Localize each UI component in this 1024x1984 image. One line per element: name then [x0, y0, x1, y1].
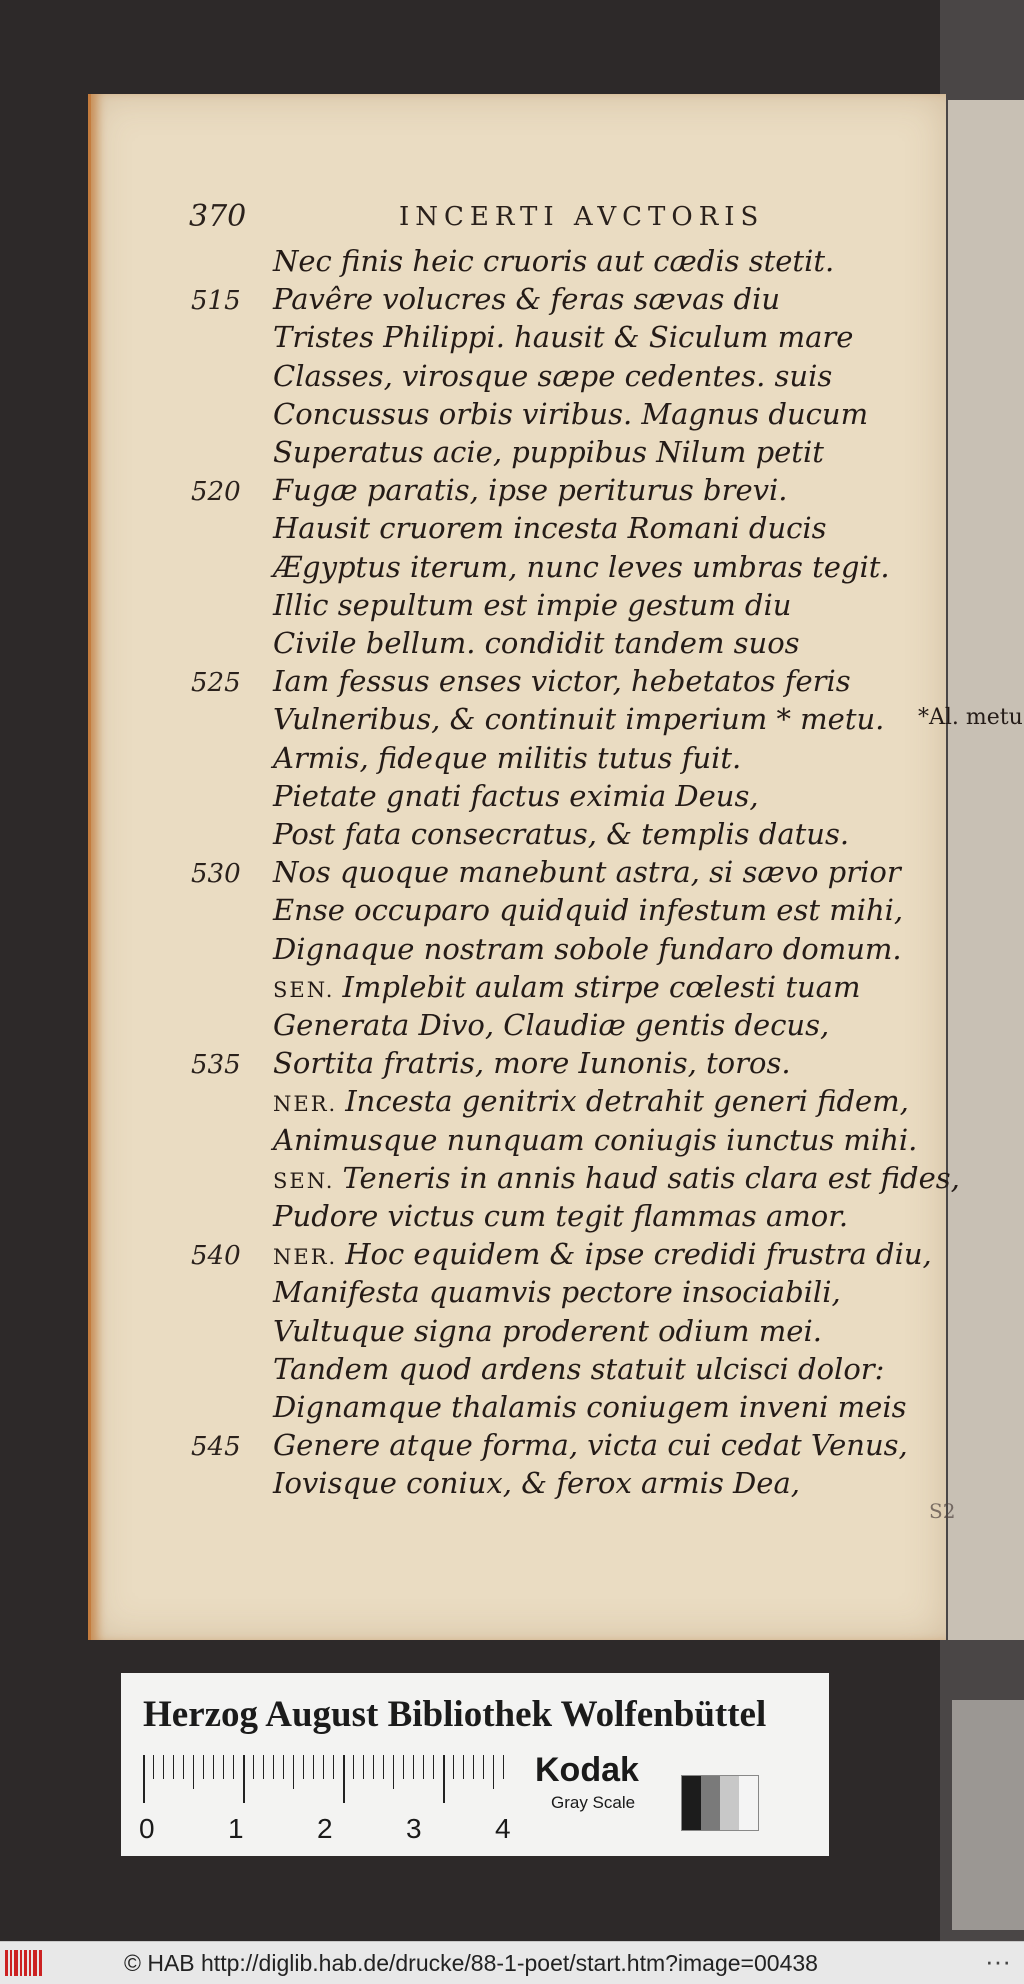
- verse-line: [91, 1123, 946, 1161]
- ruler-tick: [323, 1755, 324, 1779]
- verse-line: [91, 1428, 946, 1466]
- verse-line: [91, 550, 946, 588]
- ruler-tick: [443, 1755, 445, 1803]
- verse-line: [91, 626, 946, 664]
- verse-text: Pietate gnati factus eximia Deus,: [273, 778, 759, 813]
- verse-line: [91, 282, 946, 320]
- speaker-label: NER.: [273, 1092, 338, 1117]
- speaker-label: SEN.: [273, 977, 335, 1002]
- verse-text: Nec finis heic cruoris aut cædis stetit.: [273, 244, 835, 278]
- verse-text: Pavêre volucres & feras sævas diu: [273, 282, 781, 317]
- verse-text: Pudore victus cum tegit flammas amor.: [273, 1199, 849, 1233]
- verse-text: Illic sepultum est impie gestum diu: [273, 587, 792, 622]
- ruler-tick: [283, 1755, 284, 1779]
- ruler-number: 3: [406, 1813, 422, 1844]
- ruler-tick: [253, 1755, 254, 1779]
- facing-card-ghost: [952, 1700, 1024, 1930]
- line-number: 515: [191, 286, 241, 317]
- verse-text: Hausit cruorem incesta Romani ducis: [273, 511, 827, 546]
- ruler-tick: [353, 1755, 354, 1779]
- speaker-label: SEN.: [273, 1168, 335, 1193]
- verse-text: Concussus orbis viribus. Magnus ducum: [273, 396, 869, 431]
- line-number: 520: [191, 477, 241, 508]
- verse-text: Armis, fideque militis tutus fuit.: [273, 740, 742, 775]
- ruler-tick: [373, 1755, 374, 1779]
- verse-text: Genere atque forma, victa cui cedat Venus,: [273, 1428, 908, 1463]
- verse-line: [91, 741, 946, 779]
- verse-line: [91, 817, 946, 855]
- verse-text: SEN. Implebit aulam stirpe cœlesti tuam: [273, 969, 861, 1004]
- verse-line: [91, 664, 946, 702]
- running-head: INCERTI AVCTORIS: [399, 202, 765, 232]
- line-number: 540: [191, 1241, 241, 1272]
- verse-line: [91, 1008, 946, 1046]
- verse-line: [91, 473, 946, 511]
- catchword: S2: [929, 1499, 956, 1523]
- margin-note: *Al. metu: [918, 705, 1023, 731]
- verse-line: [91, 511, 946, 549]
- ruler-tick: [493, 1755, 494, 1789]
- verse-text: Vultuque signa proderent odium mei.: [273, 1313, 822, 1348]
- ruler-tick: [173, 1755, 174, 1779]
- ruler-number: 4: [495, 1813, 511, 1844]
- more-menu-icon[interactable]: ···: [985, 1946, 1011, 1976]
- verse-text: Manifesta quamvis pectore insociabili,: [273, 1275, 841, 1310]
- page-header: [189, 199, 889, 239]
- ruler-tick: [163, 1755, 164, 1779]
- verse-line: [91, 1084, 946, 1122]
- ruler-number: 0: [139, 1813, 155, 1844]
- ruler-tick: [433, 1755, 434, 1779]
- verse-text: NER. Hoc equidem & ipse credidi frustra diu,: [273, 1237, 932, 1272]
- barcode-icon: [4, 1948, 44, 1978]
- verse-text: Dignamque thalamis coniugem inveni meis: [273, 1390, 907, 1424]
- verse-line: [91, 932, 946, 970]
- ruler-tick: [273, 1755, 274, 1779]
- ruler-numbers: [139, 1813, 519, 1843]
- ruler-tick: [403, 1755, 404, 1779]
- ruler-tick: [183, 1755, 184, 1779]
- ruler-tick: [453, 1755, 454, 1779]
- ruler-tick: [313, 1755, 314, 1779]
- library-title: Herzog August Bibliothek Wolfenbüttel: [143, 1694, 767, 1735]
- ruler-tick: [393, 1755, 394, 1789]
- verse-line: [91, 1046, 946, 1084]
- verse-text: Dignaque nostram sobole fundaro domum.: [273, 931, 902, 966]
- ruler-tick: [233, 1755, 234, 1779]
- ruler-number: 1: [228, 1813, 244, 1844]
- line-number: 535: [191, 1050, 241, 1081]
- verse-line: [91, 244, 946, 282]
- line-number: 530: [191, 859, 241, 890]
- verse-line: [91, 1237, 946, 1275]
- verse-text: Tristes Philippi. hausit & Siculum mare: [273, 320, 854, 355]
- verse-line: [91, 1314, 946, 1352]
- verse-text: Animusque nunquam coniugis iunctus mihi.: [273, 1122, 918, 1157]
- ruler-tick: [343, 1755, 345, 1803]
- verse-line: [91, 970, 946, 1008]
- verse-line: [91, 1199, 946, 1237]
- verse-text: Iovisque coniux, & ferox armis Dea,: [273, 1466, 800, 1501]
- verse-line: [91, 1466, 946, 1504]
- source-url-text[interactable]: © HAB http://diglib.hab.de/drucke/88-1-poet/start.htm?image=00438: [124, 1950, 818, 1976]
- ruler-tick: [223, 1755, 224, 1779]
- verse-text: Superatus acie, puppibus Nilum petit: [273, 435, 824, 469]
- line-number: 525: [191, 668, 241, 699]
- verse-line: [91, 1275, 946, 1313]
- ruler-tick: [153, 1755, 154, 1779]
- verse-line: [91, 893, 946, 931]
- facing-page-ghost: [948, 100, 1024, 1640]
- verse-text: Classes, virosque sæpe cedentes. suis: [273, 358, 833, 393]
- verse-line: [91, 702, 1023, 740]
- verse-text: Iam fessus enses victor, hebetatos feris: [273, 664, 851, 699]
- next-page-edge: [940, 0, 1024, 1941]
- color-scale-card: [121, 1673, 829, 1856]
- verse-text: Post fata consecratus, & templis datus.: [273, 817, 850, 851]
- book-page: [88, 94, 1023, 1640]
- page-number: 370: [189, 199, 247, 234]
- ruler-tick: [423, 1755, 424, 1779]
- ruler-tick: [363, 1755, 364, 1779]
- verse-line: [91, 588, 946, 626]
- verse-line: [91, 359, 946, 397]
- brand-subtitle: Gray Scale: [551, 1793, 636, 1812]
- verse-text: Sortita fratris, more Iunonis, toros.: [273, 1046, 791, 1081]
- ruler-tick: [213, 1755, 214, 1779]
- ruler-tick: [503, 1755, 504, 1779]
- ruler-tick: [143, 1755, 145, 1803]
- ruler-tick: [333, 1755, 334, 1779]
- ruler-tick: [413, 1755, 414, 1779]
- ruler-tick: [203, 1755, 204, 1779]
- ruler-ticks: [143, 1755, 503, 1803]
- ruler-number: 2: [317, 1813, 333, 1844]
- verse-line: [91, 320, 946, 358]
- verse-text: Ense occuparo quidquid infestum est mihi,: [273, 893, 904, 928]
- verse-line: [91, 1160, 960, 1199]
- ruler-tick: [293, 1755, 294, 1789]
- verse-line: [91, 779, 946, 817]
- ruler-tick: [483, 1755, 484, 1779]
- verse-line: [91, 1352, 946, 1390]
- viewer-footer: [0, 1941, 1024, 1984]
- line-number: 545: [191, 1432, 241, 1463]
- speaker-label: NER.: [273, 1245, 338, 1270]
- verse-text: Tandem quod ardens statuit ulcisci dolor:: [273, 1351, 885, 1386]
- ruler-tick: [383, 1755, 384, 1779]
- verse-line: [91, 397, 946, 435]
- brand-logo: Kodak: [535, 1751, 639, 1789]
- ruler-tick: [463, 1755, 464, 1779]
- verse-text: SEN. Teneris in annis haud satis clara est fides,: [273, 1160, 960, 1195]
- ruler-tick: [243, 1755, 245, 1803]
- ruler-tick: [263, 1755, 264, 1779]
- verse-text: Fugæ paratis, ipse periturus brevi.: [273, 473, 788, 508]
- verse-text: NER. Incesta genitrix detrahit generi fidem,: [273, 1084, 909, 1119]
- verse-line: [91, 855, 946, 893]
- verse-text: Ægyptus iterum, nunc leves umbras tegit.: [273, 549, 890, 584]
- gray-swatch: [681, 1775, 759, 1831]
- verse-text: Civile bellum. condidit tandem suos: [273, 626, 800, 660]
- verse-line: [91, 1390, 946, 1428]
- ruler-tick: [473, 1755, 474, 1779]
- verse-text: Generata Divo, Claudiæ gentis decus,: [273, 1008, 830, 1042]
- verse-line: [91, 435, 946, 473]
- ruler-tick: [303, 1755, 304, 1779]
- verse-text: Vulneribus, & continuit imperium * metu.: [273, 702, 885, 737]
- ruler-tick: [193, 1755, 194, 1789]
- verse-text: Nos quoque manebunt astra, si sævo prior: [273, 855, 901, 890]
